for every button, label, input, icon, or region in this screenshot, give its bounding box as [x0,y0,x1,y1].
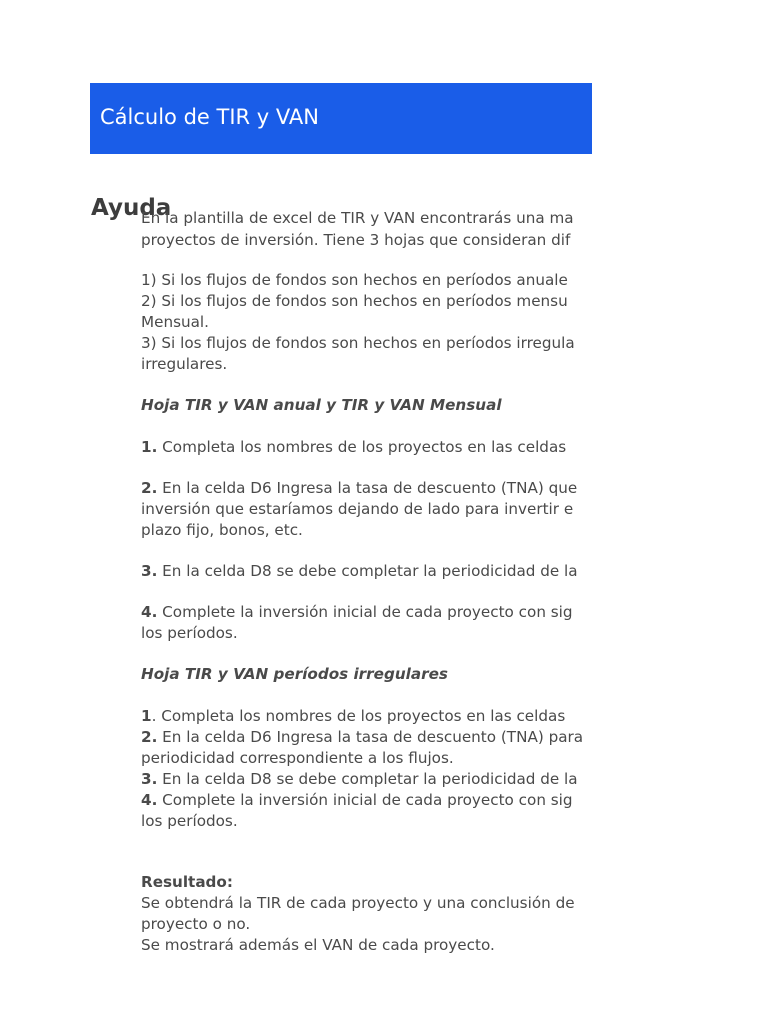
step-text: En la celda D6 Ingresa la tasa de descuento (TNA) que [157,479,578,497]
step-line: periodicidad correspondiente a los flujos. [141,749,454,767]
step-number: 4. [141,603,158,621]
step-text: Complete la inversión inicial de cada proyecto con sig [157,791,573,809]
step-line [141,769,578,789]
result-line: Se obtendrá la TIR de cada proyecto y una conclusión de [141,894,575,912]
step-number: 4. [141,791,158,809]
step-text: En la celda D6 Ingresa la tasa de descuento (TNA) para [157,728,584,746]
subheading-annual: Hoja TIR y VAN anual y TIR y VAN Mensual [141,396,502,414]
list-item: irregulares. [141,355,228,373]
intro-line: En la plantilla de excel de TIR y VAN encontrarás una ma [141,209,574,227]
list-item: 3) Si los flujos de fondos son hechos en períodos irregula [141,334,575,352]
list-item: Mensual. [141,313,209,331]
step-text: En la celda D8 se debe completar la periodicidad de la [157,562,578,580]
step-number: 2. [141,728,158,746]
step-line [141,790,573,810]
step-line [141,478,577,498]
help-content [141,208,592,954]
step-line: inversión que estaríamos dejando de lado para invertir e [141,500,574,518]
step-text: En la celda D8 se debe completar la periodicidad de la [157,770,578,788]
result-line: proyecto o no. [141,915,251,933]
subheading-irregular: Hoja TIR y VAN períodos irregulares [141,665,448,683]
title-banner [90,83,592,154]
step-line [141,727,583,747]
step-number: 1 [141,707,152,725]
section-heading: Ayuda [91,195,172,221]
list-item: 1) Si los flujos de fondos son hechos en períodos anuale [141,271,568,289]
list-item: 2) Si los flujos de fondos son hechos en períodos mensu [141,292,568,310]
step-line [141,602,573,622]
step-line [141,561,578,581]
step-number: 1. [141,438,158,456]
step-text: Complete la inversión inicial de cada proyecto con sig [157,603,573,621]
result-line-cut: Se mostrará además el VAN de cada proyecto. [141,936,495,954]
step-text: . Completa los nombres de los proyectos en las celdas [151,707,566,725]
step-line: los períodos. [141,812,238,830]
step-number: 3. [141,562,158,580]
step-number: 3. [141,770,158,788]
step-text: Completa los nombres de los proyectos en las celdas [157,438,567,456]
step-line [141,437,566,457]
step-line: plazo fijo, bonos, etc. [141,521,303,539]
step-line [141,706,565,726]
step-number: 2. [141,479,158,497]
intro-line: proyectos de inversión. Tiene 3 hojas que consideran dif [141,231,571,249]
result-label: Resultado: [141,873,233,891]
page-title: Cálculo de TIR y VAN [100,105,319,129]
step-line: los períodos. [141,624,238,642]
